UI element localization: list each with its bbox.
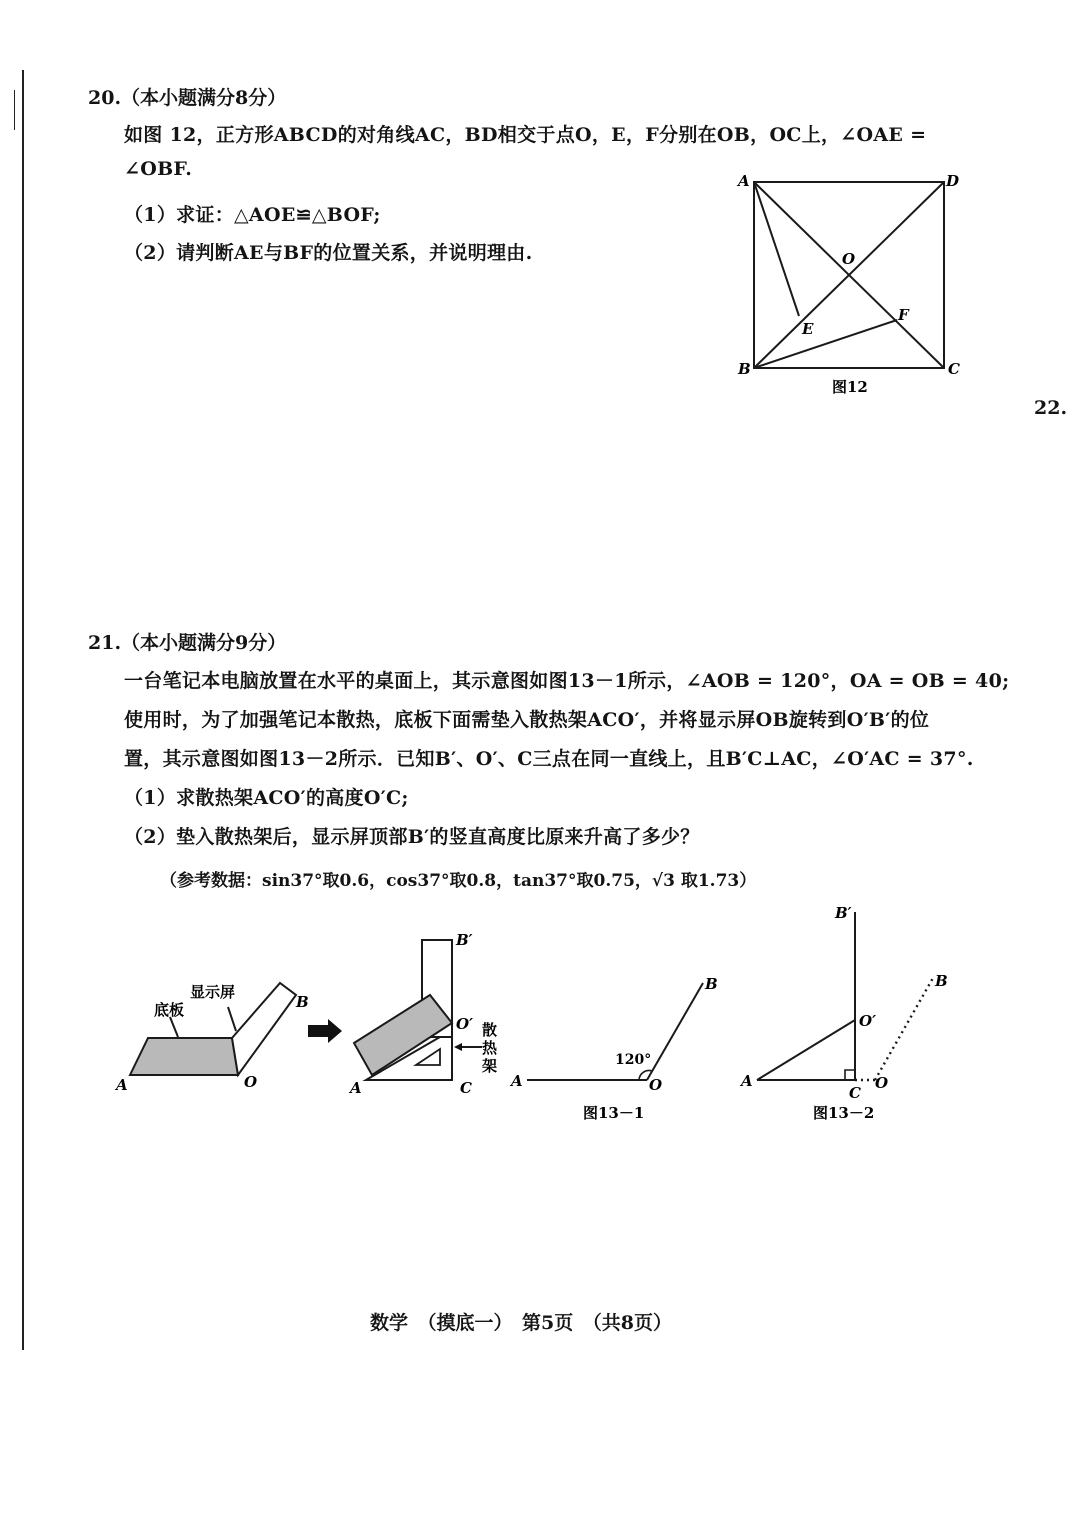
figure-13-2-caption: 图13－2: [813, 1104, 875, 1122]
screen-pointer: [228, 1007, 236, 1031]
label-o: O: [875, 1074, 889, 1092]
q20-line1: 如图 12，正方形ABCD的对角线AC，BD相交于点O，E，F分别在OB，OC上，∠OAE =: [124, 124, 927, 146]
label-bp: B′: [835, 904, 852, 922]
q21-part2: （2）垫入散热架后，显示屏顶部B′的竖直高度比原来升高了多少？: [124, 826, 700, 848]
label-a1: A: [116, 1076, 128, 1094]
label-d: D: [946, 172, 960, 190]
label-stand-1: 散: [482, 1021, 498, 1039]
label-b: B: [738, 360, 751, 378]
margin-line-left-thin: [14, 90, 15, 130]
label-a2: A: [350, 1079, 362, 1097]
label-c2: C: [460, 1079, 472, 1097]
q21-line2: 使用时，为了加强笔记本散热，底板下面需垫入散热架ACO′，并将显示屏OB旋转到O′B′的位: [124, 709, 930, 731]
side-number-22: 22.: [1034, 397, 1068, 419]
label-b: B: [705, 975, 718, 993]
q21-header: 21.（本小题满分9分）: [88, 632, 287, 654]
label-screen: 显示屏: [190, 983, 236, 1001]
q21-reference-data: （参考数据：sin37°取0.6，cos37°取0.8，tan37°取0.75，√3 取1.73）: [160, 871, 757, 891]
label-a: A: [738, 172, 750, 190]
q21-line3: 置，其示意图如图13－2所示．已知B′、O′、C三点在同一直线上，且B′C⊥AC，∠O′AC = 37°.: [124, 748, 974, 770]
label-f: F: [898, 306, 909, 324]
segment-ob: [647, 983, 703, 1080]
label-o1: O: [244, 1073, 258, 1091]
label-stand-3: 架: [482, 1057, 498, 1075]
margin-line-left: [22, 70, 24, 1350]
q20-part2: （2）请判断AE与BF的位置关系，并说明理由.: [124, 242, 533, 264]
q20-header: 20.（本小题满分8分）: [88, 87, 287, 109]
figure-13-2: [735, 900, 960, 1125]
figure-12-caption: 图12: [832, 378, 868, 396]
figure-12: [730, 168, 970, 398]
stand-pointer-head: [454, 1043, 462, 1051]
segment-ob-dotted: [875, 978, 933, 1080]
label-b: B: [935, 972, 948, 990]
segment-ae: [754, 182, 799, 316]
label-a: A: [741, 1072, 753, 1090]
segment-bf: [754, 320, 897, 368]
q20-line2: ∠OBF.: [124, 158, 193, 180]
q20-part1: （1）求证：△AOE≌△BOF;: [124, 204, 381, 226]
page-footer: 数学 （摸底一） 第5页 （共8页）: [370, 1312, 672, 1334]
label-o: O: [842, 250, 856, 268]
laptop-base-plate: [130, 1038, 238, 1075]
label-b2p: B′: [456, 931, 473, 949]
label-base: 底板: [154, 1001, 185, 1019]
label-a: A: [511, 1072, 523, 1090]
label-stand-2: 热: [482, 1039, 498, 1057]
label-c: C: [849, 1084, 861, 1102]
arrow-icon: [308, 1019, 342, 1043]
label-o: O: [649, 1076, 663, 1094]
laptop-screen: [232, 983, 296, 1075]
base-pointer: [170, 1017, 178, 1037]
label-angle-120: 120°: [615, 1052, 652, 1068]
q21-part1: （1）求散热架ACO′的高度O′C;: [124, 787, 409, 809]
figure-13-1: [505, 965, 735, 1125]
label-op: O′: [859, 1012, 877, 1030]
right-angle-mark: [845, 1070, 855, 1080]
q21-line1: 一台笔记本电脑放置在水平的桌面上，其示意图如图13－1所示，∠AOB = 120°，OA = OB = 40;: [124, 670, 1010, 692]
label-e: E: [802, 320, 814, 338]
label-b1: B: [296, 993, 309, 1011]
label-o2p: O′: [456, 1015, 474, 1033]
figure-13-1-caption: 图13－1: [583, 1104, 645, 1122]
label-c: C: [948, 360, 960, 378]
laptop-illustration: [110, 925, 520, 1105]
segment-aop: [757, 1020, 855, 1080]
